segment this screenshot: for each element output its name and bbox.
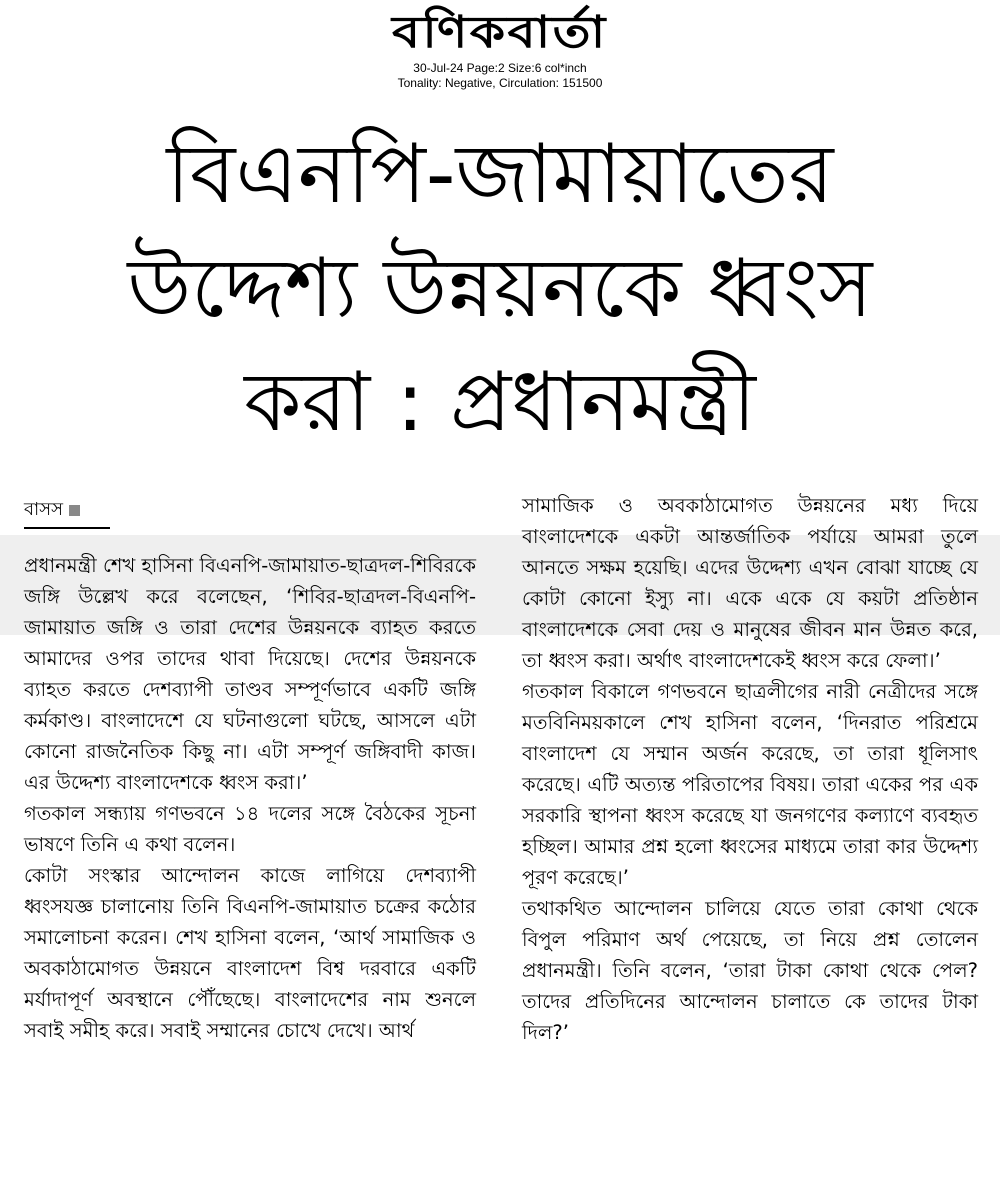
- newspaper-logo: বণিকবার্তা: [392, 7, 608, 58]
- square-bullet-icon: [69, 505, 80, 516]
- paragraph: কোটা সংস্কার আন্দোলন কাজে লাগিয়ে দেশব্যাপী ধ্বংসযজ্ঞ চালানোয় তিনি বিএনপি-জামায়াত চক্রের কঠোর সমালোচনা করেন। শেখ হাসিনা বলেন, ‘আর্থ সামাজিক ও অবকাঠামোগত উন্নয়নে বাংলাদেশ বিশ্ব দরবারে একটি মর্যাদাপূর্ণ অবস্থানে পৌঁছেছে। বাংলাদেশের নাম শুনলে সবাই সমীহ করে। সবাই সম্মানের চোখে দেখে। আর্থ: [24, 864, 476, 1042]
- paragraph: সামাজিক ও অবকাঠামোগত উন্নয়নের মধ্য দিয়ে বাংলাদেশকে একটা আন্তর্জাতিক পর্যায়ে আমরা তুলে আনতে সক্ষম হয়েছি। এদের উদ্দেশ্য এখন বোঝা যাচ্ছে যে কোটা কোনো ইস্যু না। একে একে যে কয়টা প্রতিষ্ঠান বাংলাদেশকে সেবা দেয় ও মানুষের জীবন মান উন্নত করে, তা ধ্বংস করা। অর্থাৎ বাংলাদেশকেই ধ্বংস করে ফেলা।’: [522, 494, 978, 672]
- headline-line-2: উদ্দেশ্য উন্নয়নকে ধ্বংস: [127, 241, 873, 336]
- headline: [30, 118, 970, 460]
- paragraph: তথাকথিত আন্দোলন চালিয়ে যেতে তারা কোথা থেকে বিপুল পরিমাণ অর্থ পেয়েছে, তা নিয়ে প্রশ্ন তোলেন প্রধানমন্ত্রী। তিনি বলেন, ‘তারা টাকা কোথা থেকে পেল? তাদের প্রতিদিনের আন্দোলন চালাতে কে তাদের টাকা দিল?’: [522, 897, 978, 1044]
- paragraph: গতকাল বিকালে গণভবনে ছাত্রলীগের নারী নেত্রীদের সঙ্গে মতবিনিময়কালে শেখ হাসিনা বলেন, ‘দিনরাত পরিশ্রমে বাংলাদেশ যে সম্মান অর্জন করেছে, তা তারা ধূলিসাৎ করেছে। এটি অত্যন্ত পরিতাপের বিষয়। তারা একের পর এক সরকারি স্থাপনা ধ্বংস করেছে যা জনগণের কল্যাণে ব্যবহৃত হচ্ছিল। আমার প্রশ্ন হলো ধ্বংসের মাধ্যমে তারা কার উদ্দেশ্য পূরণ করেছে।’: [522, 680, 978, 889]
- article-column-right: [522, 490, 978, 1048]
- clipping-meta-date: 30-Jul-24 Page:2 Size:6 col*inch: [413, 61, 587, 75]
- clipping-meta-tonality: Tonality: Negative, Circulation: 151500: [397, 76, 603, 90]
- paragraph: গতকাল সন্ধ্যায় গণভবনে ১৪ দলের সঙ্গে বৈঠকের সূচনা ভাষণে তিনি এ কথা বলেন।: [24, 802, 476, 856]
- masthead: [0, 6, 1000, 60]
- headline-line-3: করা : প্রধানমন্ত্রী: [244, 355, 756, 450]
- article-column-left: [24, 550, 476, 1046]
- paragraph: প্রধানমন্ত্রী শেখ হাসিনা বিএনপি-জামায়াত-ছাত্রদল-শিবিরকে জঙ্গি উল্লেখ করে বলেছেন, ‘শিবির-ছাত্রদল-বিএনপি-জামায়াত জঙ্গি ও তারা দেশের উন্নয়নকে ব্যাহত করতে আমাদের ওপর তাদের থাবা দিয়েছে। দেশের উন্নয়নকে ব্যাহত করতে দেশব্যাপী তাণ্ডব সম্পূর্ণভাবে একটি জঙ্গি কর্মকাণ্ড। বাংলাদেশে যে ঘটনাগুলো ঘটছে, আসলে এটা কোনো রাজনৈতিক কিছু না। এটা সম্পূর্ণ জঙ্গিবাদী কাজ। এর উদ্দেশ্য বাংলাদেশকে ধ্বংস করা।’: [24, 554, 476, 794]
- headline-line-1: বিএনপি-জামায়াতের: [166, 127, 834, 222]
- byline-source: বাসস: [24, 499, 64, 520]
- byline: [24, 497, 110, 529]
